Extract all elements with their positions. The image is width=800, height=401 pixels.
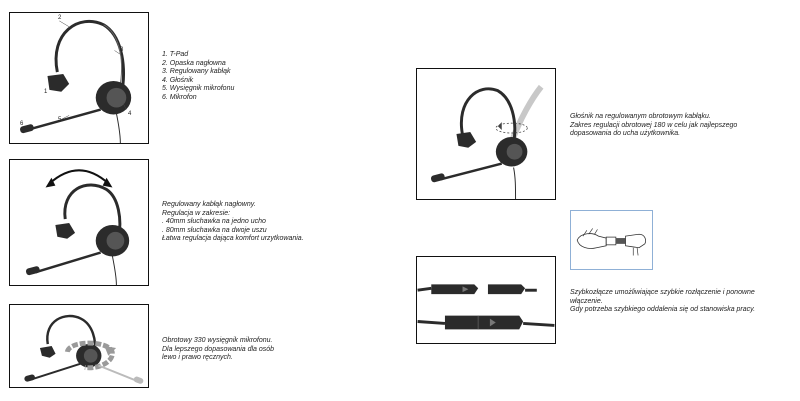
callout-6: 6 [20,121,24,127]
speaker-rotation-text [570,113,737,139]
parts-list-item: 1. T-Pad [162,51,189,58]
headband-adjust-panel [9,159,149,286]
headband-adjust-line: Regulacja w zakresie: [162,209,231,217]
parts-list-item: 2. Opaska nagłowna [162,59,226,67]
headband-adjust-line: Regulowany kabłąk nagłowny. [162,201,256,208]
speaker-rotation-illustration [417,69,555,199]
mic-boom-text [162,337,274,363]
speaker-rotation-line: Głośnik na regulowanym obrotowym kabłąku. [570,113,711,120]
callout-3: 3 [120,47,124,53]
mic-boom-illustration [10,305,148,387]
quick-disconnect-line: Gdy potrzeba szybkiego oddalenia się od stanowiska pracy. [570,306,756,314]
quick-disconnect-text [570,289,755,315]
headband-adjust-line: . 40mm słuchawka na jedno ucho [162,218,266,226]
headset-parts-panel [9,12,149,144]
connector-hands-illustration [571,211,652,269]
headband-adjust-illustration [10,160,148,285]
callout-1: 1 [44,89,48,95]
speaker-rotation-line: dopasowania do ucha użytkownika. [570,130,681,138]
parts-list-item: 6. Mikrofon [162,93,197,101]
callout-2: 2 [58,15,62,21]
speaker-rotation-panel [416,68,556,200]
headband-adjust-line: . 80mm słuchawka na dwoje uszu [162,226,267,234]
parts-list [162,51,234,103]
connector-hands-inset [570,210,653,270]
mic-boom-panel [9,304,149,388]
mic-boom-line: Dla lepszego dopasowania dla osób [162,345,275,353]
headband-adjust-line: Łatwa regulacja dająca komfort urzytkowania. [162,235,304,243]
quick-disconnect-illustration [417,257,555,343]
parts-list-item: 4. Głośnik [162,76,194,84]
callout-5: 5 [58,117,62,123]
quick-disconnect-line: włączenie. [570,297,603,305]
quick-disconnect-line: Szybkozłącze umożliwiające szybkie rozłączenie i ponowne [570,289,755,296]
headset-parts-illustration [10,13,148,143]
parts-list-item: 3. Regulowany kabłąk [162,68,231,76]
mic-boom-line: lewo i prawo ręcznych. [162,354,233,362]
headband-adjust-text [162,201,304,244]
parts-list-item: 5. Wysięgnik mikrofonu [162,85,235,93]
callout-4: 4 [128,111,132,117]
quick-disconnect-panel [416,256,556,344]
mic-boom-line: Obrotowy 330 wysięgnik mikrofonu. [162,337,273,344]
speaker-rotation-line: Zakres regulacji obrotowej 180 w celu jak najlepszego [570,121,738,129]
